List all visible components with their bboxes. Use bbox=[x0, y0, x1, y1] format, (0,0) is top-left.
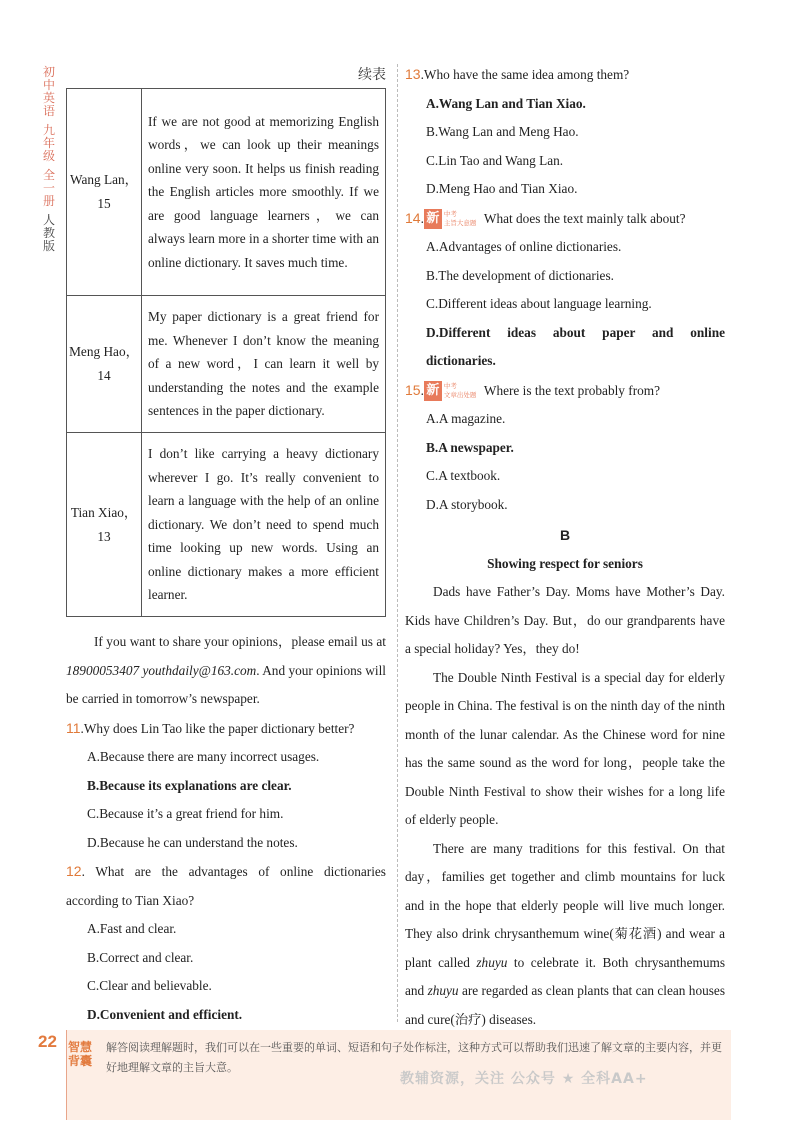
question-number: 15 bbox=[405, 381, 421, 398]
option-a: A.A magazine. bbox=[426, 411, 506, 426]
sidebar-volume: 全一册 bbox=[42, 168, 55, 208]
opinion-cell: If we are not good at memorizing English words，we can look up their meanings online very soon. It helps us finish reading the English articles more smoothly. If we are good language learners，we can always learn more in a shorter time with an online dictionary. It saves much time. bbox=[142, 89, 386, 296]
option-c: C.Lin Tao and Wang Lan. bbox=[426, 152, 564, 168]
passage-paragraph: The Double Ninth Festival is a special day for elderly people in China. The festival is on the ninth day of the ninth month of the lunar calendar. As the Chinese word for nine has the same sound as the word for long，people take the Double Ninth Festival to show their wishes for a long life of elderly people. bbox=[405, 669, 725, 827]
section-letter: B bbox=[559, 527, 571, 543]
table-row bbox=[67, 433, 386, 617]
question-text: What are the advantages of online dictionaries according to Tian Xiao? bbox=[66, 864, 386, 908]
option-a: A.Fast and clear. bbox=[87, 921, 177, 936]
passage-paragraph: Dads have Father’s Day. Moms have Mother’s Day. Kids have Children’s Day. But，do our grandparents have a special holiday? Yes，they do! bbox=[405, 584, 725, 656]
watermark: 教辅资源，关注 公众号 ★ 全科AA+ bbox=[400, 1071, 648, 1087]
option-a: A.Because there are many incorrect usages. bbox=[87, 749, 320, 764]
person-age: 15 bbox=[97, 196, 111, 211]
contact-email: 18900053407 youthdaily@163.com bbox=[66, 662, 257, 678]
option-c: C.Different ideas about language learning. bbox=[426, 296, 652, 311]
question-13: 13.Who have the same idea among them? A.Wang Lan and Tian Xiao. B.Wang Lan and Meng Hao. C.Lin Tao and Wang Lan. D.Meng Hao and Tian Xiao. bbox=[405, 60, 725, 204]
option-b: B.Wang Lan and Meng Hao. bbox=[426, 124, 579, 139]
option-b: B.Correct and clear. bbox=[87, 949, 194, 965]
question-12: 12. What are the advantages of online dictionaries according to Tian Xiao? A.Fast and clear. B.Correct and clear. C.Clear and believable. D.Convenient and efficient. bbox=[66, 857, 386, 1029]
tip-tag: 智慧背囊 bbox=[67, 1040, 92, 1068]
person-cell bbox=[67, 89, 142, 296]
sidebar-grade: 九年级 bbox=[42, 123, 55, 163]
opinions-table bbox=[66, 88, 386, 617]
person-cell bbox=[67, 433, 142, 617]
question-text: Why does Lin Tao like the paper dictionary better? bbox=[83, 720, 355, 736]
question-14: 14. 新 中考 主旨大意题 What does the text mainly talk about? A.Advantages of online dictionaries. B.The development of dictionaries. C.Different ideas about language learning. D.Different ideas about paper and online dictionaries. bbox=[405, 204, 725, 376]
opinion-cell: I don’t like carrying a heavy dictionary wherever I go. It’s really convenient to learn a language with the help of an online dictionary. We don’t need to spend much time looking up new words. Using an online dictionary makes a more efficient learner. bbox=[142, 433, 386, 617]
column-divider bbox=[397, 64, 398, 1022]
passage-title: Showing respect for seniors bbox=[487, 555, 643, 571]
option-d: D.A storybook. bbox=[426, 496, 508, 512]
question-text: What does the text mainly talk about? bbox=[483, 210, 686, 226]
option-c: C.Clear and believable. bbox=[87, 978, 212, 993]
person-age: 13 bbox=[97, 528, 111, 544]
question-number: 14 bbox=[405, 209, 421, 226]
share-paragraph: If you want to share your opinions，please email us at 18900053407 youthdaily@163.com. And your opinions will be carried in tomorrow’s newspaper. bbox=[66, 634, 386, 706]
option-d: D.Because he can understand the notes. bbox=[87, 834, 298, 850]
question-number: 12 bbox=[66, 863, 82, 879]
option-b: B.The development of dictionaries. bbox=[426, 267, 614, 283]
page-number: 22 bbox=[38, 1032, 57, 1051]
person-name: Meng Hao， bbox=[69, 344, 139, 359]
option-d-answer: D.Different ideas about paper and online dictionaries. bbox=[426, 324, 725, 368]
option-c: C.A textbook. bbox=[426, 468, 501, 483]
option-a: A.Advantages of online dictionaries. bbox=[426, 239, 622, 254]
tip-text: 解答阅读理解题时，我们可以在一些重要的单词、短语和句子处作标注，这种方式可以帮助我们迅速了解文章的主要内容，并更好地理解文章的主旨大意。 bbox=[106, 1041, 722, 1074]
person-name: Wang Lan， bbox=[70, 172, 138, 187]
passage-paragraph: There are many traditions for this festival. On that day，families get together and climb mountains for luck and in the hope that elderly people will live much longer. They also drink chrysanthemum wine(菊花酒) and wear a plant called zhuyu to celebrate it. Both chrysanthemums and zhuyu are regarded as clean plants that can clean houses and cure(治疗) diseases. bbox=[405, 840, 725, 1027]
question-number: 13 bbox=[405, 66, 421, 82]
option-a-answer: A.Wang Lan and Tian Xiao. bbox=[426, 95, 586, 111]
option-b-answer: B.A newspaper. bbox=[426, 439, 514, 455]
person-cell bbox=[67, 296, 142, 433]
question-text: Where is the text probably from? bbox=[483, 382, 661, 398]
sidebar-level: 初中英语 bbox=[42, 65, 55, 118]
option-d-answer: D.Convenient and efficient. bbox=[87, 1006, 243, 1022]
option-c: C.Because it’s a great friend for him. bbox=[87, 806, 284, 821]
sidebar-edition: 人教版 bbox=[42, 213, 55, 253]
sidebar-book-info bbox=[40, 66, 58, 253]
table-row bbox=[67, 89, 386, 296]
question-11: 11.Why does Lin Tao like the paper dictionary better? A.Because there are many incorrect usages. B.Because its explanations are clear. C.Because it’s a great friend for him. D.Because he can understand the notes. bbox=[66, 714, 386, 858]
opinion-cell: My paper dictionary is a great friend for me. Whenever I don’t know the meaning of a new word，I can learn it well by understanding the notes and the example sentences in the paper dictionary. bbox=[142, 296, 386, 433]
question-15: 15. 新 中考 文章出处题 Where is the text probably from? A.A magazine. B.A newspaper. C.A textbook. D.A storybook. bbox=[405, 376, 725, 520]
person-age: 14 bbox=[97, 368, 111, 383]
right-column bbox=[405, 60, 725, 1034]
person-name: Tian Xiao， bbox=[70, 504, 138, 520]
new-exam-badge-icon: 新 中考 主旨大意题 bbox=[424, 209, 478, 229]
option-d: D.Meng Hao and Tian Xiao. bbox=[426, 181, 578, 196]
table-row bbox=[67, 296, 386, 433]
left-column bbox=[66, 628, 386, 1029]
question-number: 11 bbox=[66, 719, 81, 736]
question-text: Who have the same idea among them? bbox=[423, 67, 630, 82]
table-continued-label: 续表 bbox=[358, 67, 386, 83]
new-exam-badge-icon: 新 中考 文章出处题 bbox=[424, 381, 478, 401]
option-b-answer: B.Because its explanations are clear. bbox=[87, 777, 292, 793]
